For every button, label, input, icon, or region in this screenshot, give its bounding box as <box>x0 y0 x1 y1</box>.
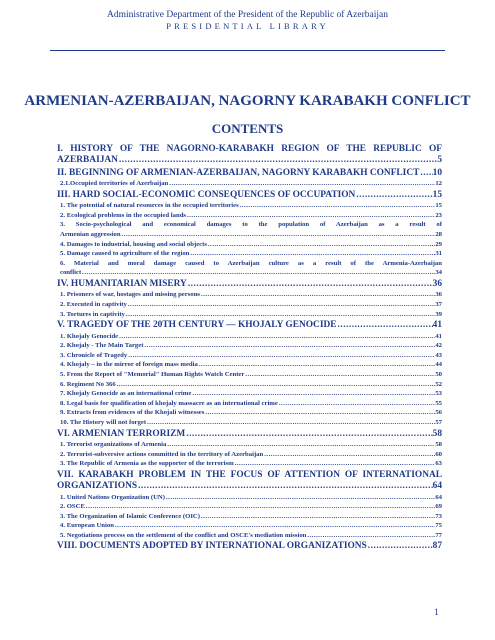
toc-page-number: 64 <box>432 481 442 492</box>
toc-entry-text: 2. Terrorist-subversive actions committed in the territory of Azerbaijan <box>60 450 264 458</box>
toc-entry[interactable] <box>57 259 442 278</box>
toc-entry[interactable] <box>57 459 442 469</box>
toc-entry-text: IV. HUMANITARIAN MISERY <box>57 278 187 289</box>
toc-entry-text: 8. Legal basis for qualification of khojaly massacre as an international crime <box>60 399 278 407</box>
toc-entry-text: 5. Negotiations process on the settlement of the conflict and OSCE's mediation mission <box>60 531 307 539</box>
toc-page-number: 44 <box>435 361 442 369</box>
dot-leader <box>118 155 437 166</box>
dot-leader <box>81 268 435 278</box>
toc-page-number: 87 <box>432 541 442 552</box>
toc-entry-text: I. HISTORY OF THE NAGORNO-KARABAKH REGION OF THE REPUBLIC OF <box>57 144 442 154</box>
dot-leader <box>143 341 435 351</box>
toc-entry-text: VII. KARABAKH PROBLEM IN THE FOCUS OF ATTENTION OF INTERNATIONAL <box>57 469 442 480</box>
toc-page-number: 53 <box>435 390 442 398</box>
toc-entry[interactable] <box>57 370 442 380</box>
toc-entry-section-6[interactable] <box>57 429 442 440</box>
toc-entry[interactable] <box>57 290 442 300</box>
document-title: ARMENIAN-AZERBAIJAN, NAGORNY KARABAKH CONFLICT <box>24 93 471 109</box>
toc-page-number: 41 <box>432 320 442 331</box>
toc-entry[interactable] <box>57 332 442 342</box>
contents-heading: CONTENTS <box>211 121 284 136</box>
dot-leader <box>367 541 433 552</box>
toc-entry[interactable] <box>57 502 442 512</box>
toc-entry[interactable] <box>57 351 442 361</box>
toc-page-number: 42 <box>435 342 442 350</box>
toc-entry-text: III. HARD SOCIAL-ECONOMIC CONSEQUENCES OF OCCUPATION <box>57 189 356 200</box>
dot-leader <box>355 190 432 201</box>
dot-leader <box>244 370 435 380</box>
dot-leader <box>189 249 435 259</box>
toc-page-number: 52 <box>435 380 442 388</box>
toc-entry[interactable] <box>57 440 442 450</box>
toc-entry-section-8[interactable] <box>57 541 442 552</box>
toc-page-number: 43 <box>435 351 442 359</box>
toc-entry[interactable] <box>57 300 442 310</box>
toc-entry[interactable] <box>57 211 442 221</box>
toc-entry[interactable] <box>57 220 442 239</box>
toc-entry-text: 2. Khojaly - The Main Target <box>60 342 144 350</box>
toc-entry-text: 4. European Union <box>60 522 114 530</box>
toc-page-number: 29 <box>435 240 442 248</box>
toc-entry[interactable] <box>57 408 442 418</box>
toc-entry-text: 6. Material and moral damage caused to Azerbaijan culture as a result of the Armenia-Azerbaijan <box>60 259 442 267</box>
toc-entry-text: ORGANIZATIONS <box>57 481 138 492</box>
toc-entry-text: conflict <box>60 269 82 277</box>
toc-page-number: 39 <box>435 310 442 318</box>
toc-page-number: 15 <box>432 189 442 200</box>
dot-leader <box>186 211 435 221</box>
toc-entry[interactable] <box>57 179 442 189</box>
toc-page-number: 36 <box>435 291 442 299</box>
toc-page-number: 57 <box>435 418 442 426</box>
toc-entry[interactable] <box>57 389 442 399</box>
toc-page-number: 75 <box>435 522 442 530</box>
dot-leader <box>85 502 435 512</box>
dot-leader <box>263 450 435 460</box>
dot-leader <box>234 459 436 469</box>
toc-entry[interactable] <box>57 512 442 522</box>
toc-entry-text: 3. The Organization of Islamic Conference (OIC) <box>60 512 200 520</box>
toc-entry-text: 3. Socio-psychological and economical damages to the population of Azerbaijan as a result of <box>60 221 442 229</box>
toc-page-number: 15 <box>435 202 442 210</box>
dot-leader <box>127 300 435 310</box>
toc-entry[interactable] <box>57 310 442 320</box>
toc-entry-text: 3. Chronicle of Tragedy <box>60 351 128 359</box>
dot-leader <box>137 481 433 492</box>
toc-entry[interactable] <box>57 341 442 351</box>
dot-leader <box>207 240 435 250</box>
toc-page-number: 10 <box>432 167 442 178</box>
dot-leader <box>419 168 432 179</box>
dot-leader <box>118 332 435 342</box>
toc-page-number: 58 <box>432 428 442 439</box>
toc-entry-text: 1. Prisoners of war, hostages and missing persons <box>60 291 201 299</box>
toc-entry[interactable] <box>57 531 442 541</box>
toc-page-number: 50 <box>435 370 442 378</box>
toc-entry-section-2[interactable] <box>57 168 442 179</box>
toc-entry-text: 1. United Nations Organization (UN) <box>60 493 165 501</box>
dot-leader <box>168 179 435 189</box>
toc-page-number: 28 <box>435 231 442 238</box>
toc-entry-text: 6. Regiment No 366 <box>60 380 116 388</box>
dot-leader <box>125 310 435 320</box>
toc-entry-text: 1. Terrorist organizations of Armenia <box>60 440 167 448</box>
dot-leader <box>166 440 435 450</box>
toc-entry-text: 3. The Republic of Armenia as the supporter of the terrorism <box>60 460 234 468</box>
dot-leader <box>306 531 435 541</box>
toc-page-number: 56 <box>435 409 442 417</box>
toc-page-number: 60 <box>435 450 442 458</box>
toc-page-number: 23 <box>435 211 442 219</box>
toc-entry-text: 5. Damage caused to agriculture of the region <box>60 250 190 258</box>
toc-entry-text: 3. Tortures in captivity <box>60 310 125 318</box>
toc-page-number: 55 <box>435 399 442 407</box>
header-library: PRESIDENTIAL LIBRARY <box>166 21 329 31</box>
toc-entry[interactable] <box>57 201 442 211</box>
dot-leader <box>114 521 435 531</box>
toc-entry-text: VI. ARMENIAN TERRORIZM <box>57 428 186 439</box>
toc-page-number: 63 <box>435 460 442 468</box>
toc-entry[interactable] <box>57 521 442 531</box>
page-number: 1 <box>434 608 439 618</box>
toc-page-number: 64 <box>435 493 442 501</box>
dot-leader <box>337 320 433 331</box>
dot-leader <box>127 351 435 361</box>
toc-page-number: 12 <box>435 180 442 188</box>
dot-leader <box>165 493 435 503</box>
toc-entry-section-3[interactable] <box>57 190 442 201</box>
toc-entry-text: 5. From the Report of "Memorial" Human Rights Watch Center <box>60 370 245 378</box>
dot-leader <box>116 380 436 390</box>
dot-leader <box>198 360 435 370</box>
toc-entry-section-5[interactable] <box>57 320 442 331</box>
toc-entry-section-4[interactable] <box>57 279 442 290</box>
toc-entry[interactable] <box>57 399 442 409</box>
dot-leader <box>200 512 435 522</box>
dot-leader <box>239 201 436 211</box>
toc-page-number: 31 <box>435 250 442 258</box>
dot-leader <box>278 399 435 409</box>
toc-entry-text: 2. Executed in captivity <box>60 300 127 308</box>
toc-entry-text: AZERBAIJAN <box>57 155 118 166</box>
toc-entry-section-1[interactable] <box>57 144 442 167</box>
toc-entry-section-7[interactable] <box>57 470 442 493</box>
toc-entry-text: V. TRAGEDY OF THE 20TH CENTURY — KHOJALY GENOCIDE <box>57 320 337 331</box>
page-header <box>0 9 495 32</box>
header-department: Administrative Department of the President of the Republic of Azerbaijan <box>107 10 388 20</box>
dot-leader <box>185 429 432 440</box>
toc-entry[interactable] <box>57 493 442 503</box>
header-rule <box>50 50 445 51</box>
dot-leader <box>187 279 433 290</box>
toc-entry[interactable] <box>57 380 442 390</box>
toc-entry-text: 1. Khojaly Genocide <box>60 332 119 340</box>
dot-leader <box>200 290 435 300</box>
toc-page-number: 37 <box>435 300 442 308</box>
toc-entry-text: 2. Ecological problems in the occupied lands <box>60 211 187 219</box>
toc-entry[interactable] <box>57 249 442 259</box>
toc-page-number: 77 <box>435 531 442 539</box>
toc-entry[interactable] <box>57 240 442 250</box>
toc-page-number: 5 <box>437 155 442 166</box>
toc-page-number: 36 <box>432 278 442 289</box>
table-of-contents <box>57 143 442 553</box>
toc-entry-text: 4. Khojaly – in the mirror of foreign mass media <box>60 361 198 369</box>
toc-page-number: 34 <box>435 269 442 277</box>
toc-entry-text: 9. Extracts from evidences of the Khojali witnesses <box>60 409 205 417</box>
toc-entry-text: Armenian aggression <box>60 231 121 238</box>
toc-page-number: 73 <box>435 512 442 520</box>
toc-entry-text: 2. OSCE <box>60 503 85 511</box>
dot-leader <box>204 408 435 418</box>
toc-entry-text: 7. Khojaly Genocide as an international crime <box>60 390 192 398</box>
toc-entry[interactable] <box>57 360 442 370</box>
toc-entry-text: 4. Damages to industrial, housing and social objects <box>60 240 207 248</box>
toc-entry-text: 1. The potential of natural resources in the occupied territories <box>60 202 239 210</box>
toc-page-number: 58 <box>435 440 442 448</box>
toc-page-number: 41 <box>435 332 442 340</box>
toc-entry-text: 10. The History will not forget <box>60 418 147 426</box>
toc-entry-text: II. BEGINNING OF ARMENIAN-AZERBAIJAN, NAGORNY KARABAKH CONFLICT <box>57 167 420 178</box>
toc-entry[interactable] <box>57 418 442 428</box>
toc-entry[interactable] <box>57 450 442 460</box>
toc-entry-text: 2.1.Occupied territories of Azerbaijan <box>60 180 169 188</box>
toc-page-number: 69 <box>435 503 442 511</box>
dot-leader <box>191 389 435 399</box>
dot-leader <box>121 230 436 240</box>
toc-entry-text: VIII. DOCUMENTS ADOPTED BY INTERNATIONAL ORGANIZATIONS <box>57 541 367 552</box>
dot-leader <box>146 418 435 428</box>
